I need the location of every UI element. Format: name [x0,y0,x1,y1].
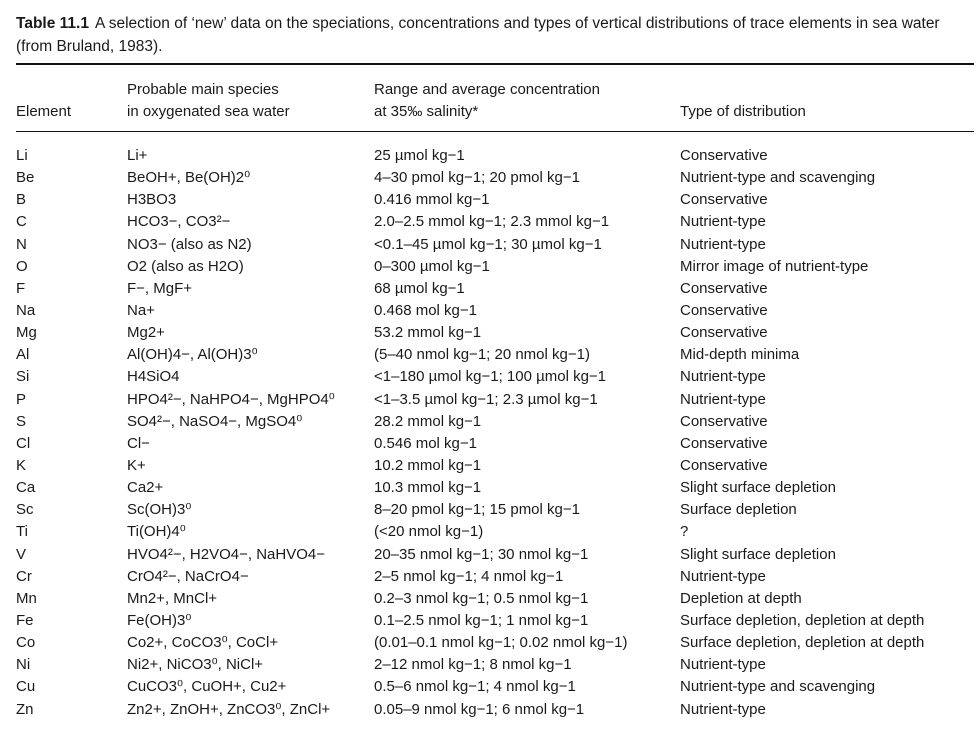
cell-type: Conservative [680,279,768,297]
cell-type: Nutrient-type [680,656,766,674]
top-rule [16,63,974,65]
cell-species: Sc(OH)3⁰ [127,501,192,519]
cell-type: Slight surface depletion [680,545,836,563]
cell-species: Ni2+, NiCO3⁰, NiCl+ [127,656,264,674]
cell-element: B [16,191,27,209]
cell-range: 10.3 mmol kg−1 [374,479,482,497]
table-row [0,278,980,300]
cell-species: Zn2+, ZnOH+, ZnCO3⁰, ZnCl+ [127,700,331,718]
cell-element: Li [16,147,28,164]
cell-species: CuCO3⁰, CuOH+, Cu2+ [127,678,287,696]
cell-type: Conservative [680,434,768,452]
cell-species: CrO4²−, NaCrO4− [127,567,249,585]
cell-element: Be [16,169,35,187]
cell-type: Nutrient-type [680,390,766,408]
cell-species: Fe(OH)3⁰ [127,611,192,629]
cell-type: Slight surface depletion [680,479,836,497]
header-element: Element [16,103,72,120]
cell-type: Nutrient-type and scavenging [680,678,876,696]
cell-element: Cr [16,567,32,585]
cell-element: P [16,390,27,408]
cell-element: Cl [16,434,31,452]
cell-element: Si [16,368,30,386]
cell-species: HPO4²−, NaHPO4−, MgHPO4⁰ [127,390,335,408]
cell-species: HCO3−, CO3²− [127,213,231,231]
cell-species: NO3− (also as N2) [127,235,252,253]
cell-species: O2 (also as H2O) [127,257,244,275]
cell-element: Mg [16,324,37,342]
cell-element: Al [16,346,30,364]
header-range: Range and average concentration at 35‰ salinity* [374,81,600,120]
cell-type: Conservative [680,412,768,430]
table-row [0,256,980,278]
cell-element: S [16,412,27,430]
cell-range: 0.1–2.5 nmol kg−1; 1 nmol kg−1 [374,611,589,629]
cell-type: Nutrient-type [680,567,766,585]
cell-species: Ti(OH)4⁰ [127,523,186,541]
cell-range: <0.1–45 µmol kg−1; 30 µmol kg−1 [374,235,602,253]
table-row [0,145,980,167]
table-row [0,300,980,322]
table-row [0,234,980,256]
table-row [0,167,980,189]
cell-type: Surface depletion [680,501,797,519]
cell-species: Mn2+, MnCl+ [127,589,218,607]
cell-element: V [16,545,27,563]
cell-type: Depletion at depth [680,589,802,607]
cell-range: <1–3.5 µmol kg−1; 2.3 µmol kg−1 [374,390,598,408]
table-row [0,544,980,566]
cell-species: Na+ [127,301,155,319]
cell-range: (<20 nmol kg−1) [374,523,484,541]
cell-type: Mid-depth minima [680,346,800,364]
table-row [0,676,980,698]
cell-range: 10.2 mmol kg−1 [374,456,482,474]
table-row [0,455,980,477]
table-row [0,632,980,654]
table-row [0,366,980,388]
table-caption [16,12,961,58]
cell-range: 2.0–2.5 mmol kg−1; 2.3 mmol kg−1 [374,213,610,231]
table-row [0,699,980,721]
cell-element: Ca [16,479,36,497]
cell-species: H4SiO4 [127,368,180,386]
cell-element: K [16,456,27,474]
table-row [0,499,980,521]
table-row [0,566,980,588]
cell-range: 68 µmol kg−1 [374,279,465,297]
cell-species: Mg2+ [127,324,165,342]
table-body [0,145,980,721]
cell-type: Surface depletion, depletion at depth [680,634,925,652]
cell-element: O [16,257,28,275]
cell-species: Cl− [127,434,150,452]
cell-species: Co2+, CoCO3⁰, CoCl+ [127,634,279,652]
table-row [0,610,980,632]
cell-type: Conservative [680,147,768,164]
table-row [0,344,980,366]
cell-species: HVO4²−, H2VO4−, NaHVO4− [127,545,326,563]
cell-range: 0.5–6 nmol kg−1; 4 nmol kg−1 [374,678,576,696]
cell-range: 28.2 mmol kg−1 [374,412,482,430]
header-rule [16,131,974,132]
cell-type: Nutrient-type and scavenging [680,169,876,187]
table-row [0,322,980,344]
cell-range: (0.01–0.1 nmol kg−1; 0.02 nmol kg−1) [374,634,628,652]
cell-range: 0.416 mmol kg−1 [374,191,490,209]
cell-species: BeOH+, Be(OH)2⁰ [127,169,251,187]
table-row [0,477,980,499]
cell-element: Zn [16,700,34,718]
cell-range: 0.2–3 nmol kg−1; 0.5 nmol kg−1 [374,589,589,607]
table-row [0,654,980,676]
cell-type: Conservative [680,191,768,209]
cell-range: (5–40 nmol kg−1; 20 nmol kg−1) [374,346,590,364]
table-row [0,189,980,211]
cell-type: Mirror image of nutrient-type [680,257,869,275]
cell-species: K+ [127,456,146,474]
cell-species: F−, MgF+ [127,279,193,297]
cell-species: SO4²−, NaSO4−, MgSO4⁰ [127,412,303,430]
table-row [0,521,980,543]
cell-range: 0.468 mol kg−1 [374,301,477,319]
cell-range: 2–5 nmol kg−1; 4 nmol kg−1 [374,567,564,585]
cell-type: Conservative [680,301,768,319]
cell-range: 20–35 nmol kg−1; 30 nmol kg−1 [374,545,589,563]
cell-type: Nutrient-type [680,700,766,718]
cell-range: 0–300 µmol kg−1 [374,257,490,275]
table-row [0,433,980,455]
header-type: Type of distribution [680,103,806,120]
cell-range: 0.546 mol kg−1 [374,434,477,452]
cell-range: 53.2 mmol kg−1 [374,324,482,342]
cell-species: H3BO3 [127,191,177,209]
cell-element: Fe [16,611,34,629]
cell-element: Ni [16,656,31,674]
table-row [0,411,980,433]
cell-species: Al(OH)4−, Al(OH)3⁰ [127,346,258,364]
cell-element: F [16,279,26,297]
cell-type: Conservative [680,456,768,474]
cell-type: Surface depletion, depletion at depth [680,611,925,629]
header-species: Probable main species in oxygenated sea water [127,81,290,120]
cell-element: Na [16,301,36,319]
cell-range: 4–30 pmol kg−1; 20 pmol kg−1 [374,169,580,187]
cell-element: Mn [16,589,37,607]
table-row [0,389,980,411]
cell-range: 25 µmol kg−1 [374,147,465,164]
cell-element: Co [16,634,36,652]
cell-type: Nutrient-type [680,235,766,253]
cell-type: ? [680,523,689,541]
cell-range: 0.05–9 nmol kg−1; 6 nmol kg−1 [374,700,585,718]
cell-range: <1–180 µmol kg−1; 100 µmol kg−1 [374,368,607,386]
cell-species: Ca2+ [127,479,164,497]
cell-type: Nutrient-type [680,213,766,231]
cell-element: Cu [16,678,36,696]
cell-range: 2–12 nmol kg−1; 8 nmol kg−1 [374,656,572,674]
table-row [0,211,980,233]
table-number: Table 11.1 [16,15,89,32]
table-row [0,588,980,610]
cell-type: Nutrient-type [680,368,766,386]
caption-text: A selection of ‘new’ data on the speciations, concentrations and types of vertical distributions of trace elements in sea water (from Bruland, 1983). [16,15,940,55]
cell-type: Conservative [680,324,768,342]
cell-element: Sc [16,501,34,519]
cell-range: 8–20 pmol kg−1; 15 pmol kg−1 [374,501,580,519]
cell-element: Ti [16,523,28,541]
cell-element: N [16,235,27,253]
cell-species: Li+ [127,147,148,164]
cell-element: C [16,213,27,231]
